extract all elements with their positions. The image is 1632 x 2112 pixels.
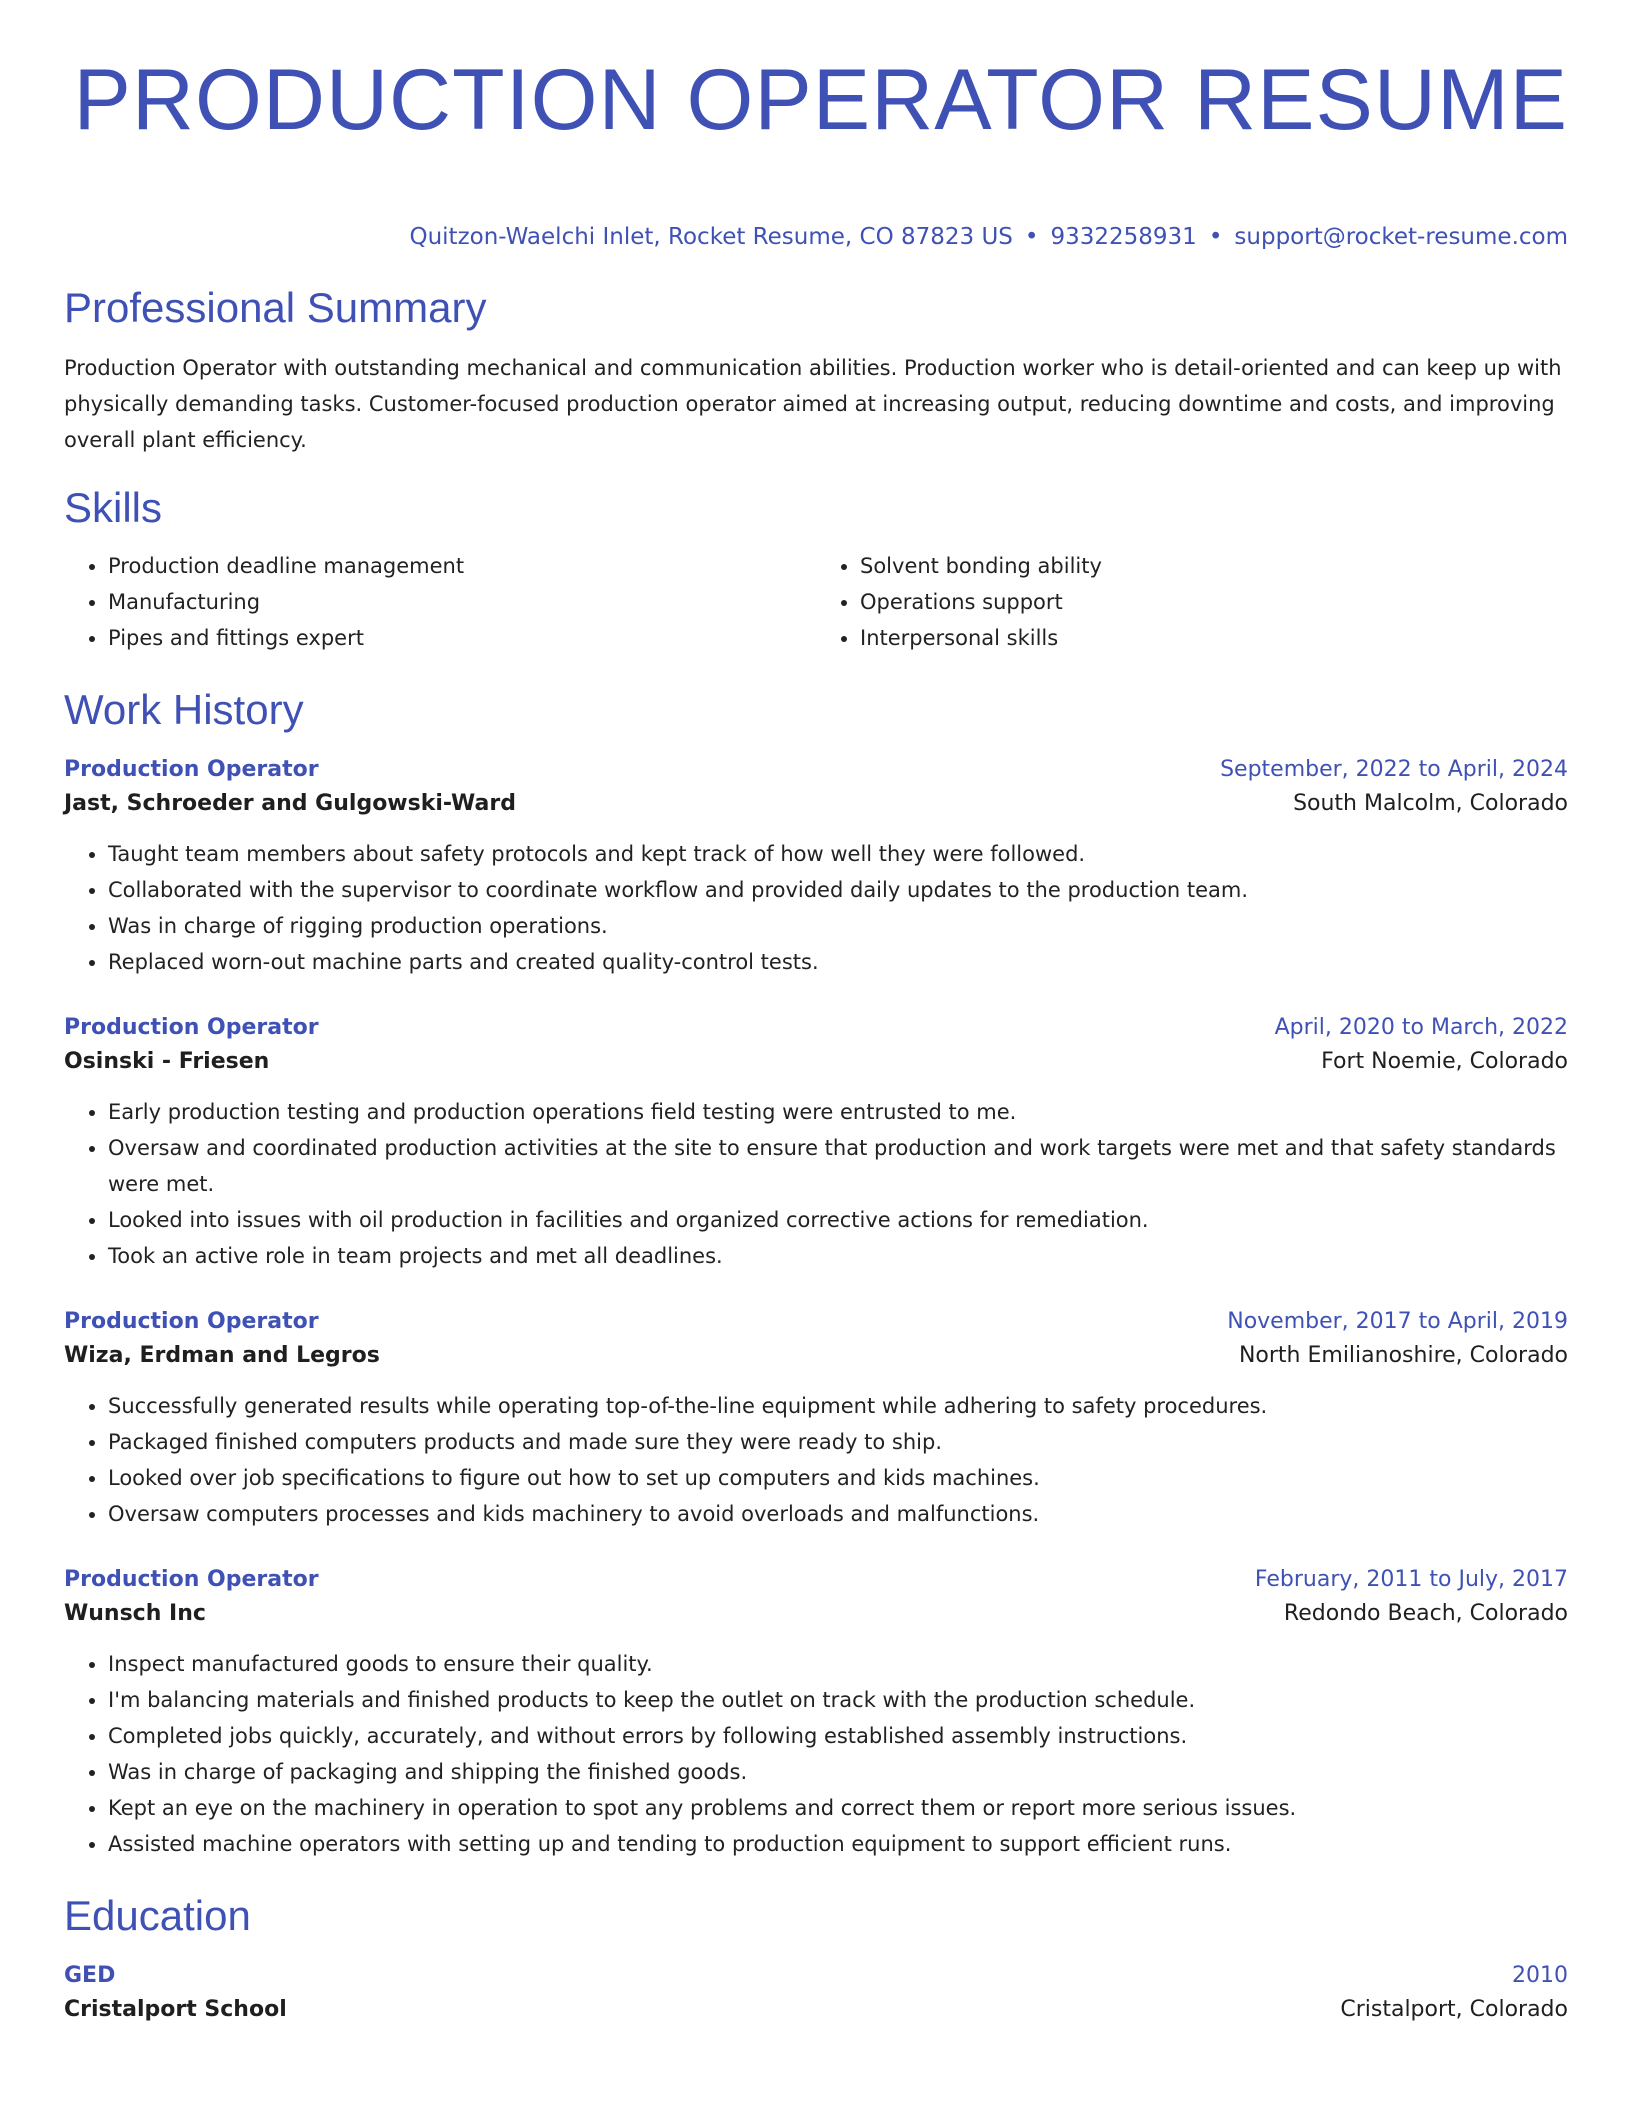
skill-item: • Interpersonal skills <box>860 620 1568 656</box>
job-duty: • Taught team members about safety protocols and kept track of how well they were followed. <box>108 836 1568 872</box>
skills-list <box>64 548 1568 656</box>
company-name: Osinski - Friesen <box>64 1049 270 1074</box>
job-duty: • Looked into issues with oil production in facilities and organized corrective actions for remediation. <box>108 1202 1568 1238</box>
degree: GED <box>64 1963 116 1988</box>
job-title: Production Operator <box>64 1309 319 1334</box>
job-entry <box>64 754 1568 980</box>
contact-address: Quitzon-Waelchi Inlet, Rocket Resume, CO 87823 US <box>409 224 1013 250</box>
job-duty: • Inspect manufactured goods to ensure their quality. <box>108 1646 1568 1682</box>
skills-column-right <box>816 548 1568 656</box>
job-duties <box>64 836 1568 980</box>
job-location: North Emilianoshire, Colorado <box>1238 1343 1568 1368</box>
job-duty: • Collaborated with the supervisor to coordinate workflow and provided daily updates to the production team. <box>108 872 1568 908</box>
work-history-heading: Work History <box>64 686 304 733</box>
job-title: Production Operator <box>64 757 319 782</box>
job-duty: • Was in charge of packaging and shipping the finished goods. <box>108 1754 1568 1790</box>
job-duty: • Assisted machine operators with setting up and tending to production equipment to support efficient runs. <box>108 1826 1568 1862</box>
job-duty: • Took an active role in team projects and met all deadlines. <box>108 1238 1568 1274</box>
job-duties <box>64 1094 1568 1274</box>
job-duties <box>64 1388 1568 1532</box>
job-dates: November, 2017 to April, 2019 <box>1227 1309 1568 1334</box>
contact-separator: • <box>1208 224 1223 250</box>
job-duty: • Kept an eye on the machinery in operation to spot any problems and correct them or report more serious issues. <box>108 1790 1568 1826</box>
school-name: Cristalport School <box>64 1997 287 2022</box>
job-title: Production Operator <box>64 1567 319 1592</box>
skill-item: • Solvent bonding ability <box>860 548 1568 584</box>
school-location: Cristalport, Colorado <box>1340 1997 1568 2022</box>
job-dates: April, 2020 to March, 2022 <box>1274 1015 1568 1040</box>
job-title: Production Operator <box>64 1015 319 1040</box>
job-duties <box>64 1646 1568 1862</box>
summary-text: Production Operator with outstanding mechanical and communication abilities. Production worker who is detail-oriented and can keep up with physically demanding tasks. Customer-focused production operator aimed at increasing output, reducing downtime and costs, and improving overall plant efficiency. <box>64 356 1562 452</box>
job-duty: • Completed jobs quickly, accurately, and without errors by following established assembly instructions. <box>108 1718 1568 1754</box>
job-duty: • Oversaw computers processes and kids machinery to avoid overloads and malfunctions. <box>108 1496 1568 1532</box>
job-duty: • Oversaw and coordinated production activities at the site to ensure that production and work targets were met and that safety standards were met. <box>108 1130 1568 1202</box>
job-entry <box>64 1564 1568 1862</box>
contact-email: support@rocket-resume.com <box>1234 224 1568 250</box>
job-dates: September, 2022 to April, 2024 <box>1220 757 1568 782</box>
education-entry <box>64 1960 1568 2028</box>
resume-title: PRODUCTION OPERATOR RESUME <box>73 52 1568 148</box>
job-dates: February, 2011 to July, 2017 <box>1254 1567 1568 1592</box>
job-duty: • I'm balancing materials and finished products to keep the outlet on track with the production schedule. <box>108 1682 1568 1718</box>
job-duty: • Was in charge of rigging production operations. <box>108 908 1568 944</box>
job-duty: • Early production testing and production operations field testing were entrusted to me. <box>108 1094 1568 1130</box>
company-name: Wunsch Inc <box>64 1601 206 1626</box>
job-duty: • Packaged finished computers products and made sure they were ready to ship. <box>108 1424 1568 1460</box>
job-location: Redondo Beach, Colorado <box>1283 1601 1568 1626</box>
skill-item: • Manufacturing <box>108 584 816 620</box>
job-location: Fort Noemie, Colorado <box>1321 1049 1568 1074</box>
job-duty: • Replaced worn-out machine parts and created quality-control tests. <box>108 944 1568 980</box>
contact-phone: 9332258931 <box>1050 224 1197 250</box>
contact-separator: • <box>1024 224 1039 250</box>
skills-column-left <box>64 548 816 656</box>
company-name: Wiza, Erdman and Legros <box>64 1343 380 1368</box>
education-heading: Education <box>64 1892 251 1939</box>
skill-item: • Operations support <box>860 584 1568 620</box>
job-duty: • Looked over job specifications to figure out how to set up computers and kids machines. <box>108 1460 1568 1496</box>
summary-heading: Professional Summary <box>64 284 487 331</box>
company-name: Jast, Schroeder and Gulgowski-Ward <box>64 791 516 816</box>
contact-line <box>64 222 1568 252</box>
skill-item: • Pipes and fittings expert <box>108 620 816 656</box>
skill-item: • Production deadline management <box>108 548 816 584</box>
skills-heading: Skills <box>64 484 163 531</box>
job-entry <box>64 1306 1568 1532</box>
graduation-year: 2010 <box>1512 1963 1568 1988</box>
job-duty: • Successfully generated results while operating top-of-the-line equipment while adhering to safety procedures. <box>108 1388 1568 1424</box>
job-location: South Malcolm, Colorado <box>1293 791 1568 816</box>
job-entry <box>64 1012 1568 1274</box>
